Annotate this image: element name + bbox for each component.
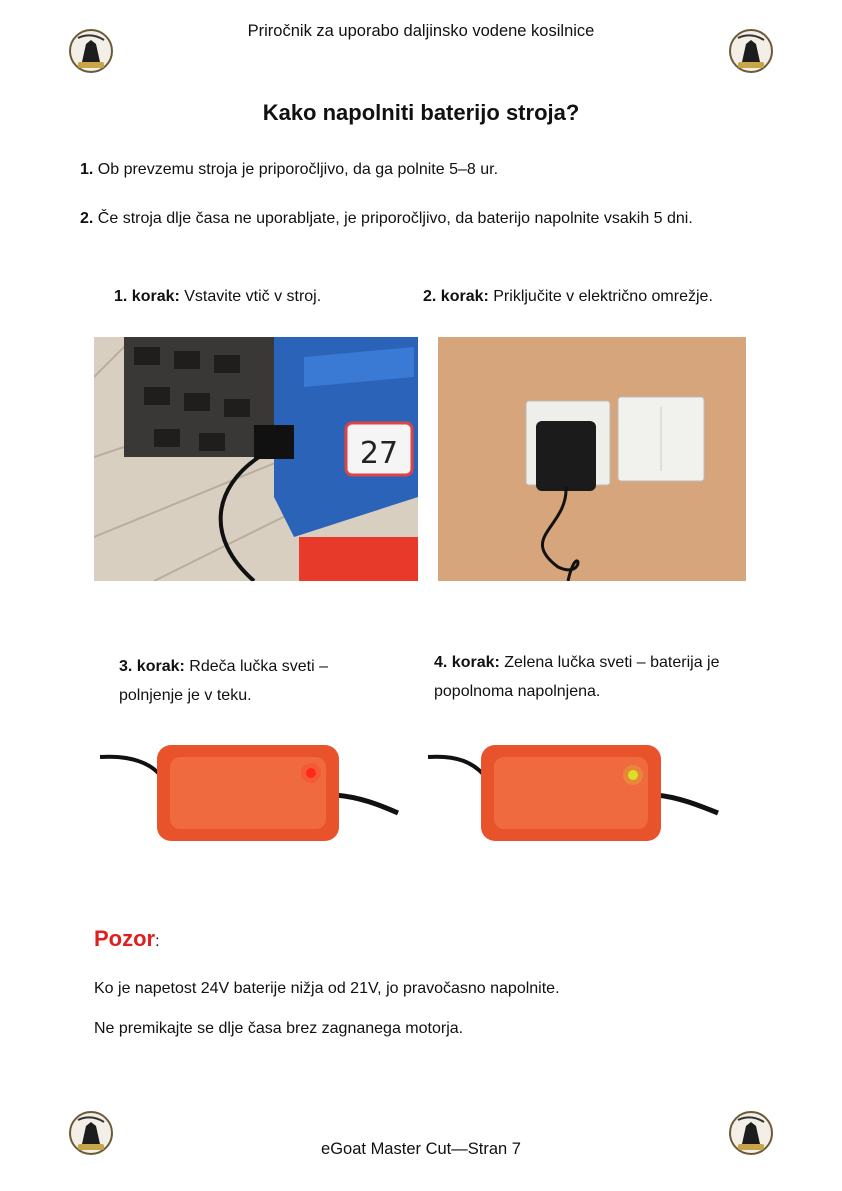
step-4-caption: [434, 648, 734, 706]
header-title: Priročnik za uporabo daljinsko vodene kosilnice: [247, 22, 595, 40]
step-label: 1. korak:: [114, 288, 180, 305]
photo-charger-green-led: [428, 735, 720, 865]
warning-colon: :: [155, 933, 160, 950]
step-label: 4. korak:: [434, 654, 500, 671]
step-text: Vstavite vtič v stroj.: [179, 288, 322, 305]
footer-page-label: eGoat Master Cut—Stran 7: [321, 1140, 521, 1158]
step-text: Zelena lučka sveti – baterija je popolnoma napolnjena.: [434, 654, 720, 700]
intro-num: 2.: [80, 210, 94, 227]
step-label: 2. korak:: [423, 288, 489, 305]
step-3-caption: [119, 652, 389, 710]
intro-text: Ob prevzemu stroja je priporočljivo, da ga polnite 5–8 ur.: [93, 161, 499, 178]
warning-line-1: Ko je napetost 24V baterije nižja od 21V, jo pravočasno napolnite.: [94, 980, 560, 997]
photo-charger-red-led: [100, 735, 400, 865]
intro-item-1: [80, 158, 760, 182]
step-text: Priključite v električno omrežje.: [488, 288, 713, 305]
step-label: 3. korak:: [119, 658, 185, 675]
step-text: Rdeča lučka sveti – polnjenje je v teku.: [119, 658, 328, 704]
photo-plug-into-machine: [94, 337, 418, 581]
page-title: Kako napolniti baterijo stroja?: [262, 100, 580, 125]
step-1-caption: [114, 282, 414, 311]
photo-wall-socket: [438, 337, 746, 581]
step-2-caption: [423, 282, 783, 311]
intro-text: Če stroja dlje časa ne uporabljate, je priporočljivo, da baterijo napolnite vsakih 5 dni.: [93, 210, 693, 227]
machine-tag-number: 27: [359, 436, 399, 471]
warning-line-2: Ne premikajte se dlje časa brez zagnanega motorja.: [94, 1020, 464, 1037]
warning-title-word: Pozor: [94, 926, 156, 951]
intro-num: 1.: [80, 161, 94, 178]
warning-title: [94, 926, 160, 952]
intro-item-2: [80, 207, 760, 231]
